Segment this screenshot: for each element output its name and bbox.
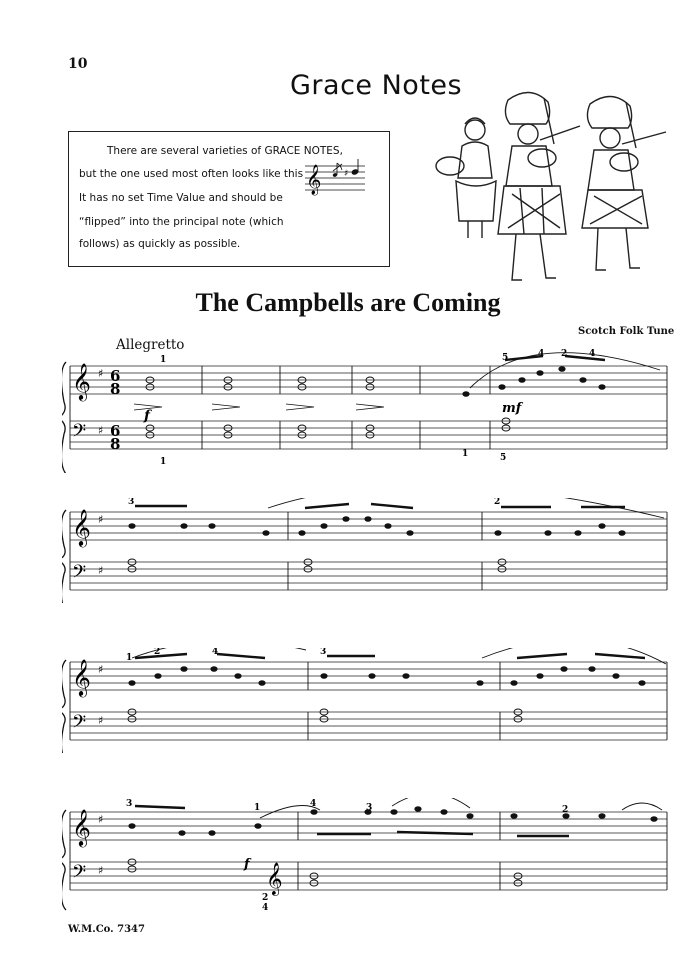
treble-clef: 𝄞 (72, 508, 91, 546)
time-signature-bottom: 8 (110, 435, 121, 453)
bass-dotted-half-chords (128, 709, 522, 722)
bass-clef: 𝄢 (72, 562, 87, 587)
time-signature-bottom: 8 (110, 380, 121, 398)
fingering: 2 (562, 805, 569, 815)
fingering: 4 (538, 349, 545, 359)
fingering: 1 (254, 803, 261, 813)
piece-title: The Campbells are Coming (195, 288, 501, 317)
phrase-slur (622, 803, 662, 810)
page-number: 10 (68, 56, 88, 72)
fingering: 4 (262, 903, 269, 913)
beams (135, 504, 625, 508)
melody-eighth-notes (462, 366, 605, 397)
fingering: 2 (494, 498, 501, 507)
music-system-3 (62, 648, 672, 753)
fingering: 5 (502, 353, 509, 363)
fingering: 3 (126, 799, 133, 809)
info-line: “flipped” into the principal note (which (79, 216, 284, 228)
bass-staff (70, 862, 667, 890)
fingering: 1 (126, 653, 133, 663)
key-signature-sharp: ♯ (98, 367, 104, 380)
pipers-illustration (420, 88, 696, 288)
phrase-slur (482, 648, 666, 664)
fingering: 3 (320, 648, 327, 657)
treble-staff (70, 512, 667, 540)
section-title: Grace Notes (290, 70, 463, 101)
fingering: 3 (366, 803, 373, 813)
bass-dotted-half-chords (128, 559, 506, 572)
time-signature-top: 6 (110, 422, 121, 440)
catalog-number: W.M.Co. 7347 (68, 924, 145, 935)
grand-staff-brace (62, 810, 66, 910)
info-line: It has no set Time Value and should be (79, 192, 283, 204)
fingering: 1 (462, 449, 469, 459)
grace-notes-info-box (68, 131, 390, 267)
time-signature-top: 6 (110, 367, 121, 385)
grace-note-example (305, 158, 365, 196)
fingering: 5 (500, 453, 507, 463)
music-system-2 (62, 498, 672, 603)
music-system-4 (62, 798, 672, 918)
bass-clef: 𝄢 (72, 712, 87, 737)
bass-dotted-half-chords (128, 859, 522, 886)
grand-staff-brace (62, 362, 66, 473)
fingering: 2 (262, 893, 269, 903)
svg-text:𝄞: 𝄞 (306, 165, 322, 195)
dynamic-forte: f (244, 857, 250, 872)
fingering: 4 (212, 648, 219, 657)
key-signature-sharp: ♯ (98, 864, 104, 877)
barlines (70, 512, 667, 590)
info-line: but the one used most often looks like this (79, 168, 304, 180)
fingering: 4 (310, 799, 317, 809)
grand-staff-brace (62, 510, 66, 603)
treble-clef: 𝄞 (72, 658, 91, 696)
music-system-1 (62, 348, 672, 473)
accent-hairpins (134, 404, 384, 410)
key-signature-sharp: ♯ (98, 424, 104, 437)
phrase-slur (392, 798, 470, 808)
beams (135, 806, 569, 836)
composer-credit: Scotch Folk Tune (578, 326, 675, 337)
fingering: 1 (160, 457, 167, 467)
treble-clef-change: 𝄞 (266, 862, 283, 895)
bass-staff (70, 712, 667, 740)
key-signature-sharp: ♯ (98, 714, 104, 727)
key-signature-sharp: ♯ (98, 813, 104, 826)
fingering: 2 (154, 648, 161, 657)
svg-text:♯: ♯ (344, 169, 349, 179)
fingering: 1 (160, 355, 167, 365)
dynamic-mezzo-forte: mf (502, 401, 522, 416)
key-signature-sharp: ♯ (98, 663, 104, 676)
grace-chords (146, 377, 374, 438)
bass-staff (70, 562, 667, 590)
treble-staff (70, 812, 667, 840)
key-signature-sharp: ♯ (98, 564, 104, 577)
fingering: 4 (589, 349, 596, 359)
treble-clef: 𝄞 (72, 808, 91, 846)
bass-clef: 𝄢 (72, 421, 87, 446)
bass-dotted-half-chord (502, 418, 510, 431)
dynamic-forte: f (144, 408, 151, 424)
bass-clef: 𝄢 (72, 862, 87, 887)
info-line: follows) as quickly as possible. (79, 238, 241, 250)
key-signature-sharp: ♯ (98, 513, 104, 526)
barlines (70, 812, 667, 890)
info-line: There are several varieties of GRACE NOTES, (107, 145, 343, 157)
melody-notes (128, 806, 657, 836)
fingering: 3 (128, 498, 135, 507)
treble-clef: 𝄞 (72, 362, 91, 400)
fingering: 2 (561, 349, 568, 359)
tempo-marking: Allegretto (116, 337, 185, 353)
grand-staff-brace (62, 660, 66, 753)
